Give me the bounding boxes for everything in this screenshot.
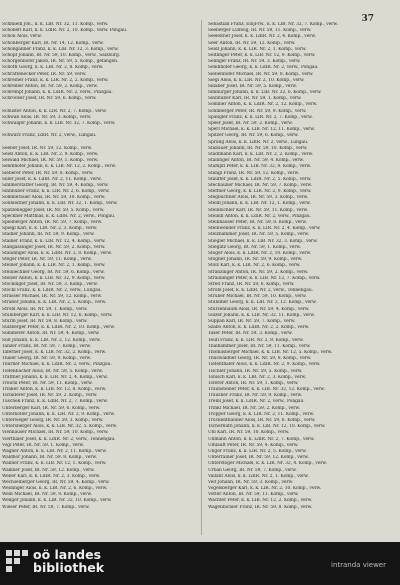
register-entry: Unterrainer Josef, IR. Nr. 59, 12. Komp., verw. bbox=[208, 455, 309, 461]
register-entry: Stuhlberger Karl, k. k. LIB. Nr. 12, 6. Komp., verw. bbox=[2, 312, 113, 318]
register-entry: Stöckl Franz, k. k. LdIR. Nr. 2, verw., Lungau. bbox=[2, 288, 102, 294]
register-entry: Schwaiger Johann, k. k. LIB. Nr. 32, 7. Komp., verw. bbox=[2, 121, 116, 126]
register-entry: Tschernuth Johann, k. k. LIB. Nr. 12, 10. Komp., verw. bbox=[208, 424, 326, 430]
register-entry: Steinbichler Karl, IR. Nr. 59, 11. Komp., verw. bbox=[208, 207, 309, 213]
register-entry: Wagner Anton, k. k. LIR. Nr. 2, 11. Komp., verw. bbox=[2, 448, 107, 454]
register-entry: Stechauner Michael, IR. Nr. 59, 7. Komp., verw. bbox=[208, 182, 313, 188]
register-entry: Spielberger Anton, IR. Nr. 59, 7. Komp., verw. bbox=[2, 220, 103, 225]
register-entry: Selinger Franz, IR. Nr. 59, 3. Komp., verw. bbox=[208, 59, 301, 65]
register-entry: Unger Franz, k. k. LIR. Nr. 2, 5. Komp., verw. bbox=[208, 448, 307, 454]
register-entry: Schrattenecker Peter, IR. Nr. 59, verw. bbox=[2, 71, 87, 77]
register-entry: Unterkofler Johann, k. k. LIR. Nr. 2, 9. Komp., verw. bbox=[2, 411, 115, 417]
register-entry: Schuster Anton, k. k. LIR. Nr. 2, 7. Komp., verw. bbox=[2, 108, 107, 114]
register-entry: Sendlhofer Georg, k. k. LdIR. Nr. 2, verw., Pongau. bbox=[208, 65, 319, 71]
register-entry: Thomasberger Michael, k. k. LIB. Nr. 12, 5. Komp., verw. bbox=[208, 349, 333, 355]
register-entry: Stadler Johann, IR. Nr. 59, 9. Komp., verw. bbox=[2, 232, 95, 238]
register-entry: Wachter Peter, k. k. LIB. Nr. 12, 2. Komp., verw. bbox=[208, 498, 313, 504]
register-entry: Wagenbichler Franz, IR. Nr. 59, 8. Komp., verw. bbox=[208, 504, 313, 510]
register-entry: Trinkl Michael, IR. Nr. 59, 2. Komp., verw. bbox=[208, 405, 300, 411]
register-entry: Wenger Johann, k. k. LIB. Nr. 32, 10. Komp., verw. bbox=[2, 498, 112, 504]
register-entry: Wieser Peter, IR. Nr. 59, 7. Komp., verw. bbox=[2, 504, 90, 510]
register-entry: Seeberger Ludwig, IR. Nr. 59, 11. Komp., verw. bbox=[208, 28, 312, 34]
register-entry: Staudinger Alois, k. k. LdIR. Nr. 2, 8. Komp., verw. bbox=[2, 250, 112, 256]
register-entry: Schöngaßner Franz, k. k. LIB. Nr. 12, 3. Komp., verw. bbox=[2, 46, 119, 52]
register-entry: Thurner Michael, k. k. LdIR. Nr. 2, verw., Pinzgau. bbox=[2, 362, 112, 368]
viewer-footer bbox=[0, 542, 400, 585]
register-entry: Tiefenthaler Alois, k. k. LdIR. Nr. 2, 9. Komp., verw. bbox=[208, 362, 321, 368]
register-entry: Simmerstatter Georg, IR. Nr. 59, 4. Komp., verw. bbox=[2, 182, 109, 188]
register-entry: Traunsteiner Peter, k. k. LIB. Nr. 32, 12. Komp., verw. bbox=[208, 387, 325, 393]
register-entry: Umlauft Peter, IR. Nr. 59, 4. Komp., verw. bbox=[208, 442, 299, 448]
register-entry: Sommerauer Alois, IR. Nr. 59, 10. Komp., verw. bbox=[2, 195, 106, 201]
register-entry: Schöberl Karl, k. k. LdIR. Nr. 2, 10. Komp., verw. Pongau. bbox=[2, 28, 128, 34]
register-entry: Siegl Alois, k. k. LIR. Nr. 2, 10. Komp., verw. bbox=[208, 77, 305, 83]
register-entry: Taxer Peter, IR. Nr. 59, 3. Komp., verw. bbox=[208, 331, 293, 337]
register-entry: Stangassinger Josef, IR. Nr. 59, 2. Komp., verw. bbox=[2, 244, 106, 250]
register-entry: Stockinger Josef, IR. Nr. 59, 3. Komp., verw. bbox=[2, 281, 98, 287]
register-entry: Siebenhofer Michael, IR. Nr. 59, 8. Komp., verw. bbox=[208, 71, 314, 77]
register-entry: Seeber Josef, IR. Nr. 59, 12. Komp., verw. bbox=[2, 145, 93, 151]
register-entry: Sendlhofer Johann, k. k. LIB. Nr. 12, 2. Komp., verw. bbox=[2, 164, 117, 170]
register-entry: Straubinger Peter, k. k. LIB. Nr. 12, 7. Komp., verw. bbox=[208, 275, 321, 281]
register-entry: Stummer Georg, k. k. LIR. Nr. 2, 12. Komp., verw. bbox=[208, 300, 317, 306]
register-entry: Weiß Michael, IR. Nr. 59, 9. Komp., verw. bbox=[2, 492, 92, 498]
register-entry: Strobl Alois, IR. Nr. 59, 1. Komp., verw. bbox=[2, 306, 88, 312]
column-divider bbox=[201, 20, 202, 535]
register-entry: Sieberer Peter, IR. Nr. 59, 8. Komp., verw. bbox=[2, 170, 94, 176]
register-entry: Sperl Michael, k. k. LIB. Nr. 12, 11. Komp., verw. bbox=[208, 127, 315, 133]
register-entry: Stegbuchner Alois, IR. Nr. 59, 3. Komp., verw. bbox=[208, 195, 309, 201]
register-entry: Schwarz Franz, LdIR. Nr. 2, verw., Lungau. bbox=[2, 133, 97, 139]
register-entry: Stauffer Josef, k. k. LdIR. Nr. 2, 5. Komp., verw. bbox=[208, 176, 312, 182]
register-entry: Sinnhuber Franz, k. k. LIR. Nr. 2, 6. Komp., verw. bbox=[2, 189, 110, 195]
register-entry: Steinhauser Peter, IR. Nr. 59, 8. Komp., verw. bbox=[208, 220, 307, 225]
register-entry: Stranzinger Anton, IR. Nr. 59, 2. Komp., verw. bbox=[208, 269, 309, 275]
register-entry: Schönberger Karl, IR. Nr. 14, 12. Komp., verw. bbox=[2, 40, 104, 46]
register-entry: Seer Anton, IR. Nr. 59, 12. Komp., verw. bbox=[208, 40, 296, 46]
register-entry: Tobisch Karl, k. k. LIR. Nr. 2, 3. Komp., verw. bbox=[208, 374, 307, 380]
register-entry: Stögner Johann, IR. Nr. 59, 9. Komp., verw. bbox=[208, 257, 303, 263]
register-entry: Struber Michael, IR. Nr. 59, 10. Komp., verw. bbox=[208, 294, 307, 300]
register-entry: Stöger Alois, k. k. LdIR. Nr. 2, 10. Komp., verw. bbox=[208, 250, 311, 256]
register-entry: Stürzenbaum Alois, IR. Nr. 59, 4. Komp., verw. bbox=[208, 306, 310, 312]
register-entry: Stelzer Anton, k. k. LIB. Nr. 32, 9. Komp., verw. bbox=[2, 275, 106, 281]
register-entry: Vogl Peter, IR. Nr. 59, 1. Komp., verw. bbox=[2, 442, 85, 448]
register-entry: Seiwald Michael, IR. Nr. 59, 1. Komp., verw. bbox=[2, 158, 99, 164]
register-entry: Taferner Josef, k. k. LIB. Nr. 32, 2. Komp., verw. bbox=[2, 349, 107, 355]
register-entry: Urban Georg, IR. Nr. 59, 7. Komp., verw. bbox=[208, 467, 297, 473]
register-entry: Vallant Alois, k. k. LdIR. Nr. 2, 1. Komp., verw. bbox=[208, 473, 309, 479]
register-entry: Steger Peter, IR. Nr. 59, 11. Komp., verw. bbox=[2, 257, 92, 263]
register-entry: Thalhammer Josef, IR. Nr. 59, 11. Komp., verw. bbox=[208, 343, 311, 349]
register-entry: Unterberger Karl, IR. Nr. 59, 6. Komp., verw. bbox=[2, 405, 101, 411]
register-entry: Sommer Anton, k. k. LdIR. Nr. 2, 12. Komp., verw. bbox=[208, 102, 318, 108]
register-entry: Sillaber Josef, IR. Nr. 59, 5. Komp., verw. bbox=[208, 83, 297, 89]
register-entry: Schön Alois, verw. bbox=[2, 34, 42, 40]
register-entry: Thaler Georg, IR. Nr. 59, 9. Komp., verw. bbox=[2, 356, 92, 362]
register-entry: Schreiber Anton, IR. Nr. 59, 2. Komp., verw. bbox=[2, 83, 98, 89]
register-entry: Schörgenhofer Jakob, IR. Nr. 59, 5. Komp., gefangen. bbox=[2, 59, 119, 65]
register-entry: Teufl Franz, k. k. LIR. Nr. 2, 8. Komp., verw. bbox=[208, 337, 304, 343]
register-entry: Thuswaldner Georg, IR. Nr. 59, 8. Komp., verw. bbox=[208, 356, 312, 362]
register-entry: Vötter Anton, IR. Nr. 59, 11. Komp., verw. bbox=[208, 492, 299, 498]
register-entry: Stangl Franz, IR. Nr. 59, 12. Komp., verw. bbox=[208, 170, 300, 176]
register-entry: Trattner Johann, k. k. LIR. Nr. 2, 4. Komp., verw. bbox=[2, 374, 108, 380]
register-entry: Sonnberger Peter, IR. Nr. 59, 9. Komp., verw. bbox=[208, 108, 307, 114]
register-entry: Spiegl Karl, k. k. LIR. Nr. 2, 3. Komp., verw. bbox=[2, 226, 98, 232]
register-entry: Stolz Karl, k. k. LIR. Nr. 2, 6. Komp., verw. bbox=[208, 263, 301, 269]
register-entry: Simbürger Johann, k. k. LIB. Nr. 32, 6. Komp., verw. bbox=[208, 90, 322, 96]
logo-line-1: oö landes bbox=[33, 547, 102, 562]
register-entry: Schwab Alois, IR. Nr. 59, 3. Komp., verw. bbox=[2, 114, 92, 120]
register-entry: Szabo Anton, k. k. LdIR. Nr. 2, 2. Komp., verw. bbox=[208, 325, 310, 331]
register-entry: Spitzer Georg, IR. Nr. 59, 6. Komp., verw. bbox=[208, 133, 299, 139]
register-entry: Sinnhuber Karl, IR. Nr. 59, 1. Komp., verw. bbox=[208, 96, 302, 102]
logo-line-2: bibliothek bbox=[33, 560, 105, 575]
register-entry: Tschiderer Josef, IR. Nr. 59, 2. Komp., verw. bbox=[2, 393, 98, 399]
register-entry: Steffner Georg, k. k. LIR. Nr. 2, 9. Komp., verw. bbox=[208, 189, 312, 195]
library-logo[interactable] bbox=[6, 548, 104, 574]
register-entry: Seidl Johann, k. k. LIR. Nr. 2, 1. Komp., verw. bbox=[208, 46, 307, 52]
logo-text bbox=[33, 548, 104, 574]
left-column bbox=[2, 22, 192, 537]
register-entry: Schmiedl Joh., k. k. LIB. Nr. 32, 11. Komp., verw. bbox=[2, 22, 109, 27]
register-entry: Sprung Alois, k. k. LdIR. Nr. 2, verw., Lungau. bbox=[208, 139, 309, 145]
register-entry: Straßer Johann, k. k. LIR. Nr. 2, 5. Komp., verw. bbox=[2, 300, 107, 306]
register-entry: Speer Josef, IR. Nr. 59, 2. Komp., verw. bbox=[208, 121, 293, 126]
register-entry: Ullmann Anton, k. k. LdIR. Nr. 2, 7. Komp., verw. bbox=[208, 436, 315, 442]
register-entry: Steidl Johann, k. k. LIB. Nr. 12, 1. Komp., verw. bbox=[208, 201, 311, 207]
register-entry: Sulzer Johann, k. k. LIB. Nr. 32, 11. Komp., verw. bbox=[208, 312, 315, 318]
register-entry: Summerer Anton, IR. Nr. 59, 4. Komp., verw. bbox=[2, 331, 100, 337]
right-column bbox=[208, 22, 396, 537]
register-entry: Schrempf Johann, k. k. LdIR. Nr. 2, verw., Pinzgau. bbox=[2, 90, 113, 96]
viewer-label[interactable]: intranda viewer bbox=[331, 561, 386, 569]
register-entry: Stallinger Anton, IR. Nr. 59, 4. Komp., verw. bbox=[208, 158, 304, 164]
register-entry: Schöttl Georg, k. k. LIR. Nr. 2, 8. Komp., verw. bbox=[2, 65, 104, 71]
register-entry: Suppan Karl, IR. Nr. 59, 7. Komp., verw. bbox=[208, 319, 296, 324]
register-entry: Stiegler Michael, k. k. LIB. Nr. 32, 3. Komp., verw. bbox=[208, 238, 318, 244]
register-entry: Sulzberger Peter, k. k. LdIR. Nr. 2, 10. Komp., verw. bbox=[2, 325, 115, 331]
register-entry: Schreiner Franz, k. k. LIR. Nr. 2, 2. Komp., verw. bbox=[2, 77, 109, 83]
register-entry: Tischler Johann, IR. Nr. 59, 5. Komp., verw. bbox=[208, 368, 303, 374]
register-entry: Vogelsberger Karl, k. k. LIR. Nr. 2, 10. Komp., verw. bbox=[208, 486, 322, 492]
register-entry: Toferer Anton, IR. Nr. 59, 1. Komp., verw. bbox=[208, 380, 299, 386]
register-entry: Stainer Franz, k. k. LIB. Nr. 12, 4. Komp., verw. bbox=[2, 238, 106, 244]
register-entry: Viehhauser Michael, IR. Nr. 59, 10. Komp., verw. bbox=[2, 430, 109, 436]
register-entry: Schröcker Josef, IR. Nr. 59, 6. Komp., verw. bbox=[2, 96, 97, 102]
register-entry: Stelzhammer Josef, IR. Nr. 59, 5. Komp., verw. bbox=[208, 232, 309, 238]
register-entry: Trausner Franz, IR. Nr. 59, 9. Komp., verw. bbox=[208, 393, 303, 399]
register-entry: Vierthaler Josef, k. k. LdIR. Nr. 2, verw., Tennengau. bbox=[2, 436, 116, 442]
register-entry: Unterweger Georg, IR. Nr. 59, 3. Komp., verw. bbox=[2, 418, 104, 423]
register-entry: Tropper Georg, k. k. LIR. Nr. 2, 11. Komp., verw. bbox=[208, 411, 315, 417]
register-entry: Steinwender Franz, k. k. LIR. Nr. 2, 4. Komp., verw. bbox=[208, 226, 321, 232]
register-entry: Sebastian Franz, EinjFrw., k. k. LIB. Nr. 32, 7. Komp., verw. bbox=[208, 22, 338, 27]
register-entry: Seidl Anton, k. k. LIR. Nr. 2, 9. Komp., verw. bbox=[2, 151, 99, 157]
register-entry: Strobl Josef, k. k. LdIR. Nr. 2, verw., Tennengau. bbox=[208, 288, 313, 294]
register-entry: Sonnleitner Johann, k. k. LIB. Nr. 32, 1. Komp., verw. bbox=[2, 201, 118, 207]
register-entry: Schöpf Johann, IR. Nr. 59, 10. Komp., verw., Salzburg. bbox=[2, 52, 121, 58]
register-entry: Trinker Anton, k. k. LIB. Nr. 12, 8. Komp., verw. bbox=[2, 387, 107, 393]
register-entry: Walkner Josef, IR. Nr. 59, 12. Komp., verw. bbox=[2, 467, 95, 473]
register-entry: Truckenthanner Alois, IR. Nr. 59, 6. Komp., verw. bbox=[208, 418, 316, 423]
register-entry: Stieglitz Georg, IR. Nr. 59, 1. Komp., verw. bbox=[208, 244, 301, 250]
register-entry: Steinlechner Georg, IR. Nr. 59, 6. Komp., verw. bbox=[2, 269, 105, 275]
register-entry: Weidinger Alois, k. k. LIR. Nr. 2, 6. Komp., verw. bbox=[2, 486, 108, 492]
register-entry: Tiefenbacher Alois, IR. Nr. 59, 5. Komp., verw. bbox=[2, 368, 103, 374]
register-entry: Uhl Karl, IR. Nr. 59, 10. Komp., verw. bbox=[208, 430, 290, 436]
register-entry: Wallner Franz, k. k. LIB. Nr. 12, 1. Komp., verw. bbox=[2, 461, 107, 467]
register-entry: Steindl Anton, k. k. LdIR. Nr. 2, verw., Pinzgau. bbox=[208, 213, 311, 219]
register-entry: Steiner Johann, k. k. LIR. Nr. 2, 1. Komp., verw. bbox=[2, 263, 106, 269]
register-entry: Strasser Michael, IR. Nr. 59, 12. Komp., verw. bbox=[2, 294, 102, 300]
register-entry: Spängler Franz, k. k. LIR. Nr. 2, 7. Komp., verw. bbox=[208, 114, 313, 120]
register-entry: Streif Franz, IR. Nr. 59, 6. Komp., verw. bbox=[208, 281, 295, 287]
register-entry: Siller Josef, k. k. LdIR. Nr. 2, 11. Komp., verw. bbox=[2, 176, 102, 182]
register-entry: Untersberger Alois, k. k. LIB. Nr. 32, 5. Komp., verw. bbox=[2, 424, 118, 430]
register-entry: Speckner Matthias, k. k. LdIR. Nr. 2, verw., Pongau. bbox=[2, 213, 116, 219]
page-number: 37 bbox=[361, 14, 374, 24]
register-entry: Seitlinger Peter, k. k. LIB. Nr. 12, 9. Komp., verw. bbox=[208, 52, 316, 58]
register-entry: Veit Johann, IR. Nr. 59, 3. Komp., verw. bbox=[208, 479, 294, 485]
register-entry: Unterstöger Michael, k. k. LIB. Nr. 32, 4. Komp., verw. bbox=[208, 461, 327, 467]
register-entry: Sturm Josef, IR. Nr. 59, 8. Komp., verw. bbox=[2, 319, 88, 324]
register-entry: Waldhör Johann, IR. Nr. 59, 8. Komp., verw. bbox=[2, 455, 97, 461]
register-entry: Tanzer Franz, IR. Nr. 59, 7. Komp., verw. bbox=[2, 343, 91, 349]
register-entry: Wechselberger Georg, IR. Nr. 59, 4. Komp., verw. bbox=[2, 479, 110, 485]
register-entry: Seeleitner Josef, k. k. LdIR. Nr. 2, 4. Komp., verw. bbox=[208, 34, 316, 40]
register-entry: Tuschek Franz, k. k. LdIR. Nr. 2, 7. Komp., verw. bbox=[2, 399, 108, 405]
register-entry: Spatzenegger Josef, IR. Nr. 59, 5. Komp., verw. bbox=[2, 207, 105, 213]
register-entry: Weber Karl, k. k. LdIR. Nr. 2, 3. Komp., verw. bbox=[2, 473, 101, 479]
register-entry: Treichl Peter, IR. Nr. 59, 11. Komp., verw. bbox=[2, 380, 93, 386]
logo-mark-icon bbox=[6, 550, 28, 572]
register-entry: Treml Josef, k. k. LdIR. Nr. 2, verw., Pongau. bbox=[208, 399, 305, 405]
register-entry: Stampfl Peter, k. k. LIB. Nr. 32, 8. Komp., verw. bbox=[208, 164, 312, 170]
register-entry: Stadlmann Karl, k. k. LIR. Nr. 2, 2. Komp., verw. bbox=[208, 151, 314, 157]
register-entry: Stabauer Johann, IR. Nr. 59, 10. Komp., verw. bbox=[208, 145, 308, 151]
register-entry: Süß Johann, k. k. LIR. Nr. 2, 12. Komp., verw. bbox=[2, 337, 101, 343]
